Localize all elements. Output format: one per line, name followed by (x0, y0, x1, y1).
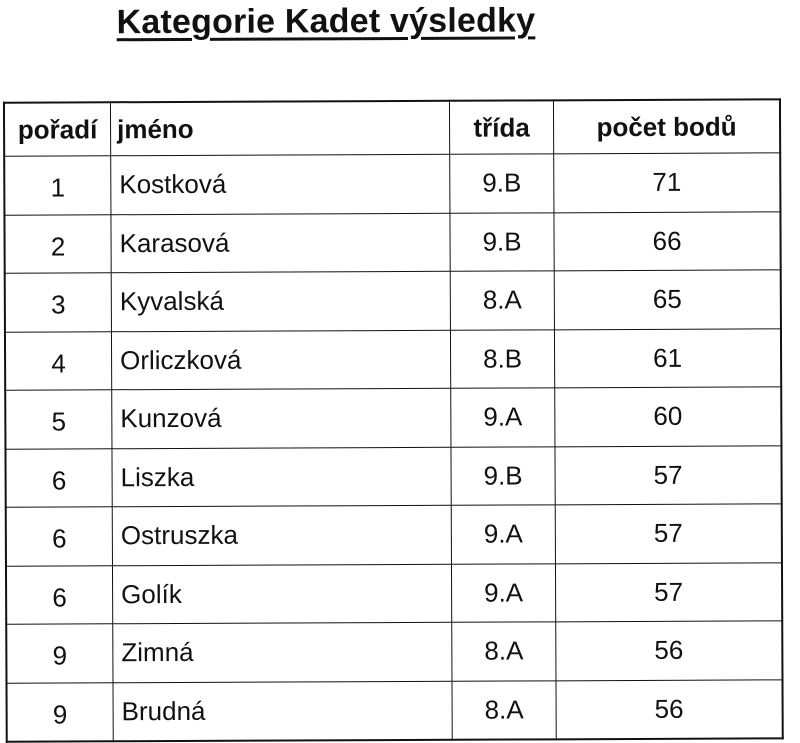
cell-points: 56 (556, 621, 783, 680)
cell-class: 9.B (450, 212, 554, 271)
table-row (5, 387, 781, 449)
header-points: počet bodů (553, 99, 780, 153)
cell-name: Karasová (111, 213, 450, 273)
table-row (6, 679, 782, 741)
cell-points: 56 (556, 679, 783, 739)
cell-points: 57 (555, 562, 782, 621)
cell-rank: 6 (6, 565, 113, 624)
cell-class: 9.A (451, 505, 555, 564)
cell-rank: 6 (6, 507, 113, 566)
cell-rank: 6 (5, 448, 112, 507)
cell-name: Kyvalská (111, 271, 450, 331)
cell-class: 9.A (451, 563, 555, 622)
header-rank: pořadí (4, 102, 111, 156)
table-row (6, 562, 782, 624)
cell-points: 57 (555, 504, 782, 563)
cell-name: Liszka (112, 447, 451, 507)
cell-name: Ostruszka (112, 505, 451, 565)
cell-class: 9.A (451, 388, 555, 447)
cell-name: Golík (112, 564, 451, 624)
table-row (6, 504, 782, 566)
results-body (4, 153, 783, 742)
cell-class: 8.A (450, 271, 554, 330)
table-row (4, 153, 780, 215)
cell-rank: 5 (5, 390, 112, 449)
cell-class: 9.B (451, 446, 555, 505)
cell-points: 60 (555, 387, 782, 446)
table-row (5, 445, 781, 507)
cell-class: 9.B (450, 154, 554, 213)
cell-rank: 9 (6, 682, 113, 741)
cell-rank: 3 (5, 273, 112, 332)
cell-class: 8.B (450, 329, 554, 388)
cell-name: Orliczková (111, 330, 450, 390)
cell-class: 8.A (452, 622, 556, 681)
page-title: Kategorie Kadet výsledky (116, 1, 536, 42)
cell-points: 65 (554, 270, 781, 329)
cell-rank: 4 (5, 331, 112, 390)
cell-name: Kunzová (112, 388, 451, 448)
cell-rank: 9 (6, 624, 113, 683)
cell-name: Kostková (111, 154, 450, 214)
cell-class: 8.A (452, 680, 556, 739)
table-header-row (4, 99, 780, 156)
header-class: třída (449, 100, 553, 154)
cell-points: 66 (554, 211, 781, 270)
header-name: jméno (110, 101, 449, 156)
cell-points: 57 (555, 445, 782, 504)
cell-rank: 1 (4, 156, 111, 215)
cell-name: Zimná (113, 622, 452, 682)
table-row (5, 270, 781, 332)
cell-points: 61 (554, 328, 781, 387)
cell-rank: 2 (4, 214, 111, 273)
table-row (6, 621, 782, 683)
results-table (3, 98, 784, 742)
table-row (4, 211, 780, 273)
cell-points: 71 (554, 153, 781, 212)
table-row (5, 328, 781, 390)
cell-name: Brudná (113, 681, 452, 741)
